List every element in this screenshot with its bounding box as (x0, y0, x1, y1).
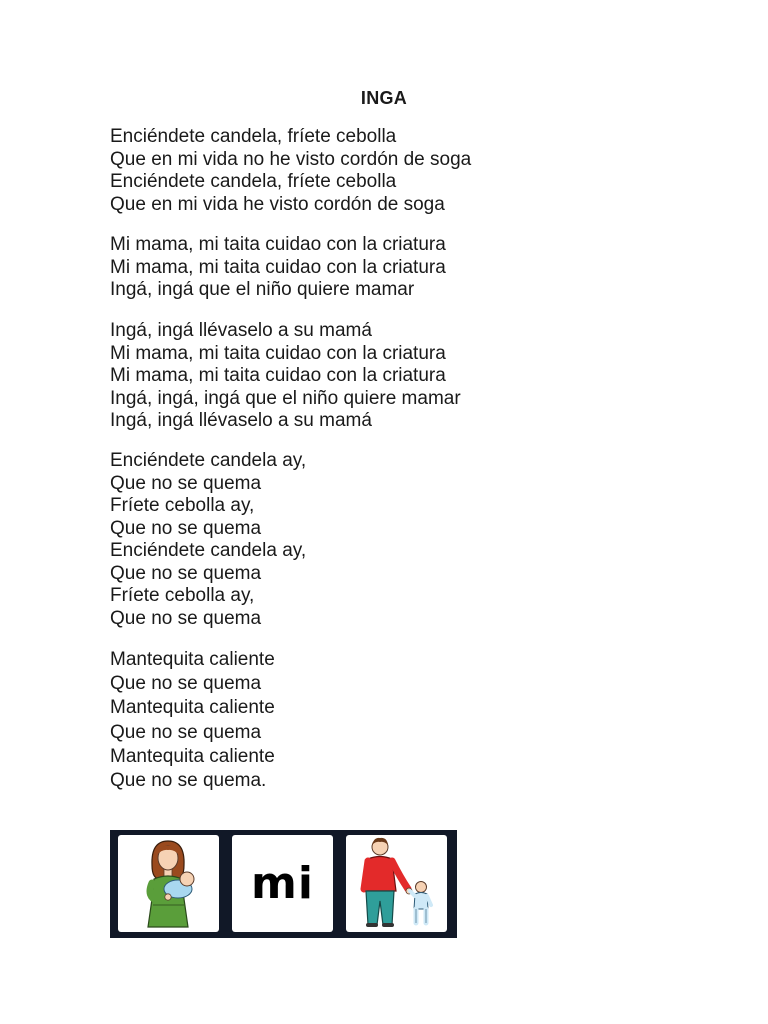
pictogram-card-word (232, 835, 333, 932)
pictogram-strip (110, 830, 457, 938)
verse-line: Que no se quema (110, 472, 262, 494)
verse-line: Que en mi vida no he visto cordón de soga (110, 148, 472, 170)
verse-line: Enciéndete candela ay, (110, 540, 307, 561)
verse-line: Enciéndete candela, fríete cebolla (110, 171, 397, 192)
stanza-4 (110, 450, 670, 630)
verse-line: Mi mama, mi taita cuidao con la criatura (110, 256, 446, 278)
verse-line: Mantequita caliente (110, 745, 275, 767)
verse-line: Mantequita caliente (110, 649, 275, 670)
verse-line: Fríete cebolla ay, (110, 495, 255, 516)
pictogram-card-father (346, 835, 447, 932)
mother-with-baby-icon (118, 835, 219, 932)
verse-line: Ingá, ingá llévaselo a su mamá (110, 320, 372, 341)
verse-line: Enciéndete candela, fríete cebolla (110, 126, 397, 147)
verse-line: Enciéndete candela ay, (110, 450, 307, 471)
verse-line: Mi mama, mi taita cuidao con la criatura (110, 365, 446, 386)
verse-line: Ingá, ingá que el niño quiere mamar (110, 279, 415, 300)
song-title: INGA (360, 88, 408, 108)
verse-line: Ingá, ingá llévaselo a su mamá (110, 410, 372, 431)
pictogram-card-mother (118, 835, 219, 932)
verse-line: Fríete cebolla ay, (110, 585, 255, 606)
verse-line: Que no se quema (110, 562, 262, 584)
verse-line: Que no se quema. (110, 770, 267, 792)
verse-line: Mi mama, mi taita cuidao con la criatura (110, 342, 446, 364)
verse-line: Mi mama, mi taita cuidao con la criatura (110, 234, 446, 255)
verse-line: Mantequita caliente (110, 697, 275, 719)
verse-line: Que en mi vida he visto cordón de soga (110, 193, 445, 215)
stanza-1 (110, 126, 670, 216)
pictogram-word: mi (251, 858, 314, 909)
stanza-2 (110, 234, 670, 302)
verse-line: Que no se quema (110, 721, 262, 743)
verse-line: Que no se quema (110, 607, 262, 629)
verse-line: Ingá, ingá, ingá que el niño quiere mamar (110, 387, 461, 409)
stanza-5 (110, 648, 670, 793)
verse-line: Que no se quema (110, 673, 262, 695)
stanza-3 (110, 320, 670, 433)
father-with-child-icon (346, 835, 447, 932)
verse-line: Que no se quema (110, 517, 262, 539)
